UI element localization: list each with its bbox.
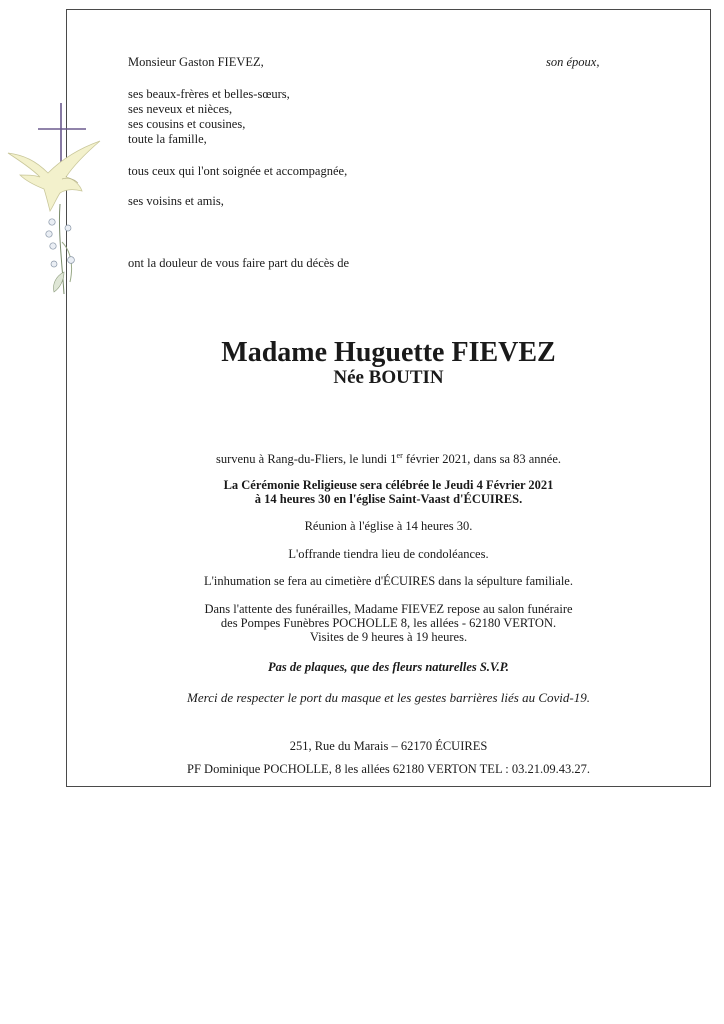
funeral-home-line: des Pompes Funèbres POCHOLLE 8, les allées - 62180 VERTON. — [220, 616, 557, 630]
relative-line: toute la famille, — [128, 132, 207, 146]
death-text-start: survenu à Rang-du-Fliers, le lundi 1 — [215, 452, 397, 467]
burial-line: L'inhumation se fera au cimetière d'ÉCUIRES dans la sépulture familiale. — [204, 574, 573, 588]
no-plaques-line: Pas de plaques, que des fleurs naturelles S.V.P. — [268, 660, 509, 674]
ceremony-line: La Cérémonie Religieuse sera célébrée le Jeudi 4 Février 2021 — [223, 478, 554, 492]
death-line — [66, 448, 711, 467]
funeral-director-line: PF Dominique POCHOLLE, 8 les allées 62180 VERTON TEL : 03.21.09.43.27. — [187, 762, 590, 776]
husband-role: son époux, — [546, 55, 600, 69]
relative-line: ses neveux et nièces, — [128, 102, 233, 116]
address-line: 251, Rue du Marais – 62170 ÉCUIRES — [289, 739, 488, 753]
relative-line: ses beaux-frères et belles-sœurs, — [128, 87, 290, 101]
lily-of-the-valley-icon — [40, 202, 80, 297]
deceased-name: Madame Huguette FIEVEZ — [221, 337, 556, 368]
relative-line: ses cousins et cousines, — [128, 117, 246, 131]
death-text-end: février 2021, dans sa 83 année. — [402, 452, 562, 467]
death-superscript: er — [396, 451, 403, 460]
husband-line: Monsieur Gaston FIEVEZ, — [128, 55, 264, 69]
maiden-name: Née BOUTIN — [333, 367, 444, 388]
covid-line: Merci de respecter le port du masque et les gestes barrières liés au Covid-19. — [187, 690, 590, 705]
meeting-line: Réunion à l'église à 14 heures 30. — [304, 519, 473, 533]
ceremony-line: à 14 heures 30 en l'église Saint-Vaast d'ÉCUIRES. — [254, 492, 523, 506]
funeral-home-line: Dans l'attente des funérailles, Madame FIEVEZ repose au salon funéraire — [204, 602, 573, 616]
neighbors-line: ses voisins et amis, — [128, 194, 224, 208]
offering-line: L'offrande tiendra lieu de condoléances. — [288, 547, 489, 561]
visits-line: Visites de 9 heures à 19 heures. — [309, 630, 468, 644]
announcement-line: ont la douleur de vous faire part du décès de — [128, 256, 350, 270]
caregivers-line: tous ceux qui l'ont soignée et accompagnée, — [128, 164, 348, 178]
